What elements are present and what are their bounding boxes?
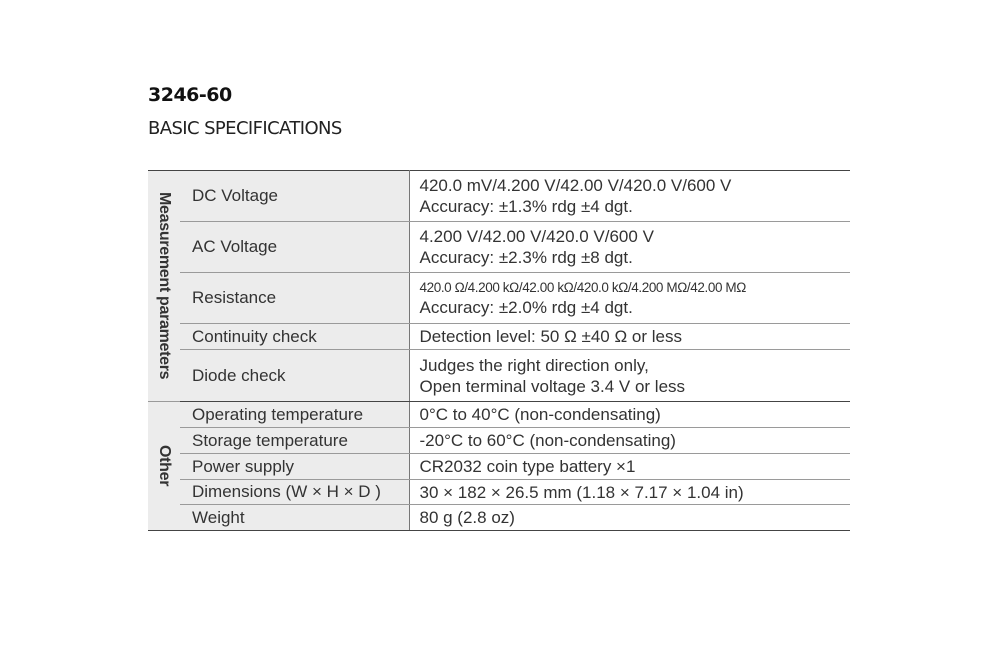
table-row <box>148 505 850 531</box>
table-row <box>148 273 850 324</box>
row-value: Judges the right direction only, Open terminal voltage 3.4 V or less <box>409 350 850 402</box>
row-value: 0°C to 40°C (non-condensating) <box>409 402 850 428</box>
group-measurement-parameters <box>148 171 180 402</box>
row-value: 30 × 182 × 26.5 mm (1.18 × 7.17 × 1.04 in) <box>409 480 850 505</box>
row-label: Weight <box>180 505 409 531</box>
row-value: 4.200 V/42.00 V/420.0 V/600 V Accuracy: ±2.3% rdg ±8 dgt. <box>409 222 850 273</box>
table-row <box>148 428 850 454</box>
row-label: Dimensions (W × H × D ) <box>180 480 409 505</box>
row-value: 420.0 Ω/4.200 kΩ/42.00 kΩ/420.0 kΩ/4.200 MΩ/42.00 MΩ Accuracy: ±2.0% rdg ±4 dgt. <box>409 273 850 324</box>
row-value: CR2032 coin type battery ×1 <box>409 454 850 480</box>
table-row <box>148 324 850 350</box>
row-value: -20°C to 60°C (non-condensating) <box>409 428 850 454</box>
group-label-measurement: Measurement parameters <box>156 192 173 380</box>
row-value: Detection level: 50 Ω ±40 Ω or less <box>409 324 850 350</box>
row-label: Operating temperature <box>180 402 409 428</box>
model-number: 3246-60 <box>148 84 232 106</box>
table-row <box>148 480 850 505</box>
table-row <box>148 222 850 273</box>
row-label: Power supply <box>180 454 409 480</box>
row-label: Resistance <box>180 273 409 324</box>
row-label: AC Voltage <box>180 222 409 273</box>
group-other <box>148 402 180 531</box>
table-row <box>148 454 850 480</box>
specifications-table <box>148 170 850 531</box>
row-label: DC Voltage <box>180 171 409 222</box>
row-label: Diode check <box>180 350 409 402</box>
table-row <box>148 171 850 222</box>
table-row <box>148 350 850 402</box>
row-label: Storage temperature <box>180 428 409 454</box>
row-value: 420.0 mV/4.200 V/42.00 V/420.0 V/600 V Accuracy: ±1.3% rdg ±4 dgt. <box>409 171 850 222</box>
row-label: Continuity check <box>180 324 409 350</box>
row-value: 80 g (2.8 oz) <box>409 505 850 531</box>
section-title: BASIC SPECIFICATIONS <box>148 118 342 139</box>
table-row <box>148 402 850 428</box>
group-label-other: Other <box>156 445 173 487</box>
